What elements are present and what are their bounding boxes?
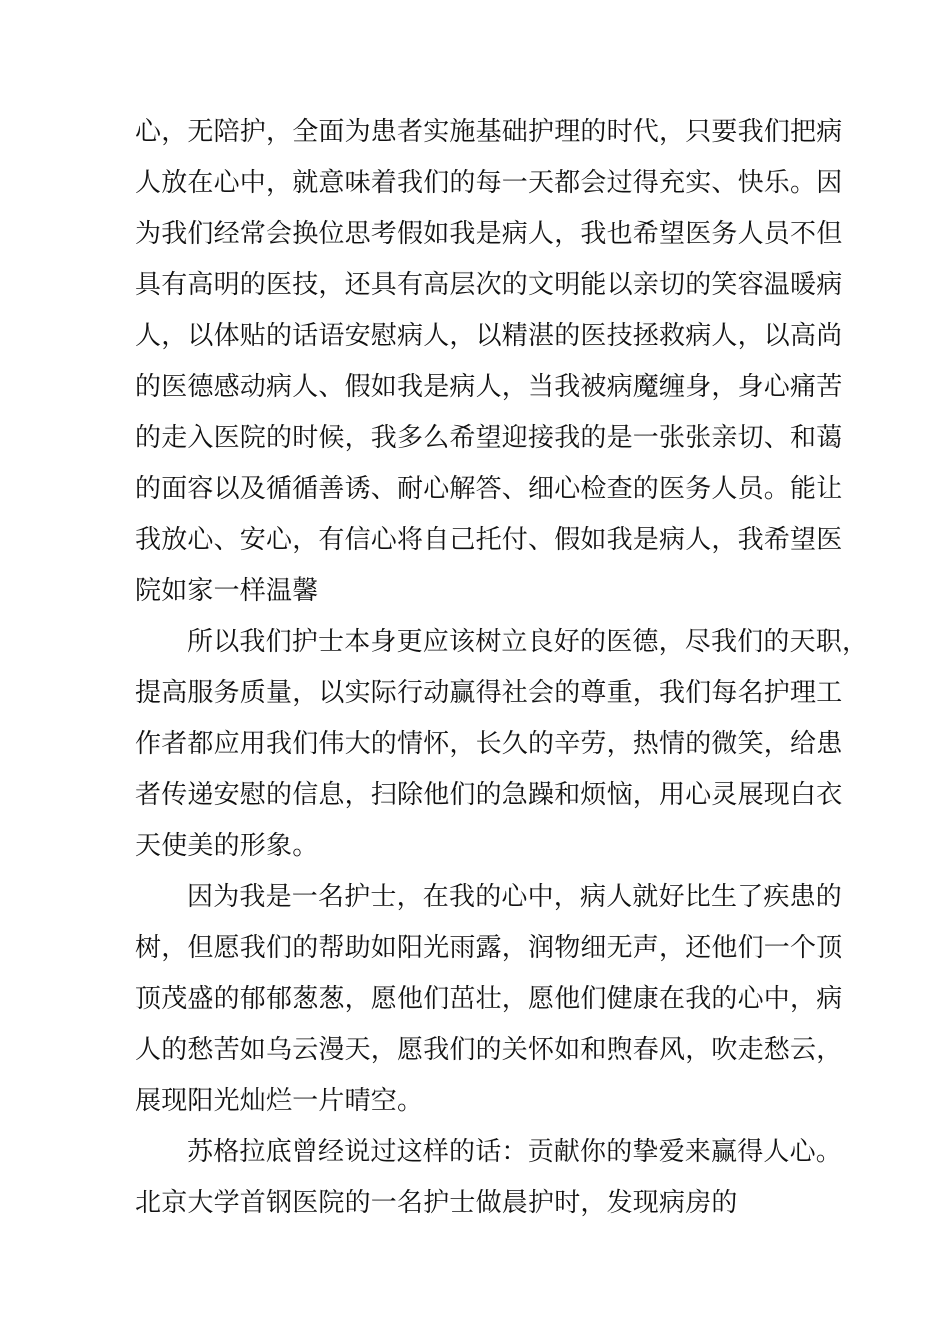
text-line: 为我们经常会换位思考假如我是病人，我也希望医务人员不但: [135, 219, 843, 249]
paragraph-first-line: 苏格拉底曾经说过这样的话：贡献你的挚爱来赢得人心。: [187, 1137, 843, 1167]
paragraph-first-line: 所以我们护士本身更应该树立良好的医德，尽我们的天职，: [187, 627, 869, 657]
text-line: 的医德感动病人、假如我是病人，当我被病魔缠身，身心痛苦: [135, 372, 843, 402]
text-line: 的走入医院的时候，我多么希望迎接我的是一张张亲切、和蔼: [135, 423, 843, 453]
document-body: [135, 107, 869, 1229]
text-line: 顶茂盛的郁郁葱葱，愿他们茁壮，愿他们健康在我的心中，病: [135, 984, 843, 1014]
text-line: 提高服务质量，以实际行动赢得社会的尊重，我们每名护理工: [135, 678, 843, 708]
text-line: 人，以体贴的话语安慰病人，以精湛的医技拯救病人，以高尚: [135, 321, 843, 351]
text-line: 的面容以及循循善诱、耐心解答、细心检查的医务人员。能让: [135, 474, 843, 504]
text-line: 人的愁苦如乌云漫天，愿我们的关怀如和煦春风，吹走愁云，: [135, 1035, 843, 1065]
text-line: 展现阳光灿烂一片晴空。: [135, 1086, 424, 1116]
text-line: 心，无陪护，全面为患者实施基础护理的时代，只要我们把病: [135, 117, 843, 147]
text-line: 院如家一样温馨: [135, 576, 319, 606]
text-line: 我放心、安心，有信心将自己托付、假如我是病人，我希望医: [135, 525, 843, 555]
text-line: 作者都应用我们伟大的情怀，长久的辛劳，热情的微笑，给患: [135, 729, 843, 759]
text-line: 天使美的形象。: [135, 831, 319, 861]
text-line: 具有高明的医技，还具有高层次的文明能以亲切的笑容温暖病: [135, 270, 843, 300]
text-line: 树，但愿我们的帮助如阳光雨露，润物细无声，还他们一个顶: [135, 933, 843, 963]
text-line: 者传递安慰的信息，扫除他们的急躁和烦恼，用心灵展现白衣: [135, 780, 843, 810]
paragraph-first-line: 因为我是一名护士，在我的心中，病人就好比生了疾患的: [187, 882, 843, 912]
text-line: 北京大学首钢医院的一名护士做晨护时，发现病房的: [135, 1188, 738, 1218]
text-line: 人放在心中，就意味着我们的每一天都会过得充实、快乐。因: [135, 168, 843, 198]
